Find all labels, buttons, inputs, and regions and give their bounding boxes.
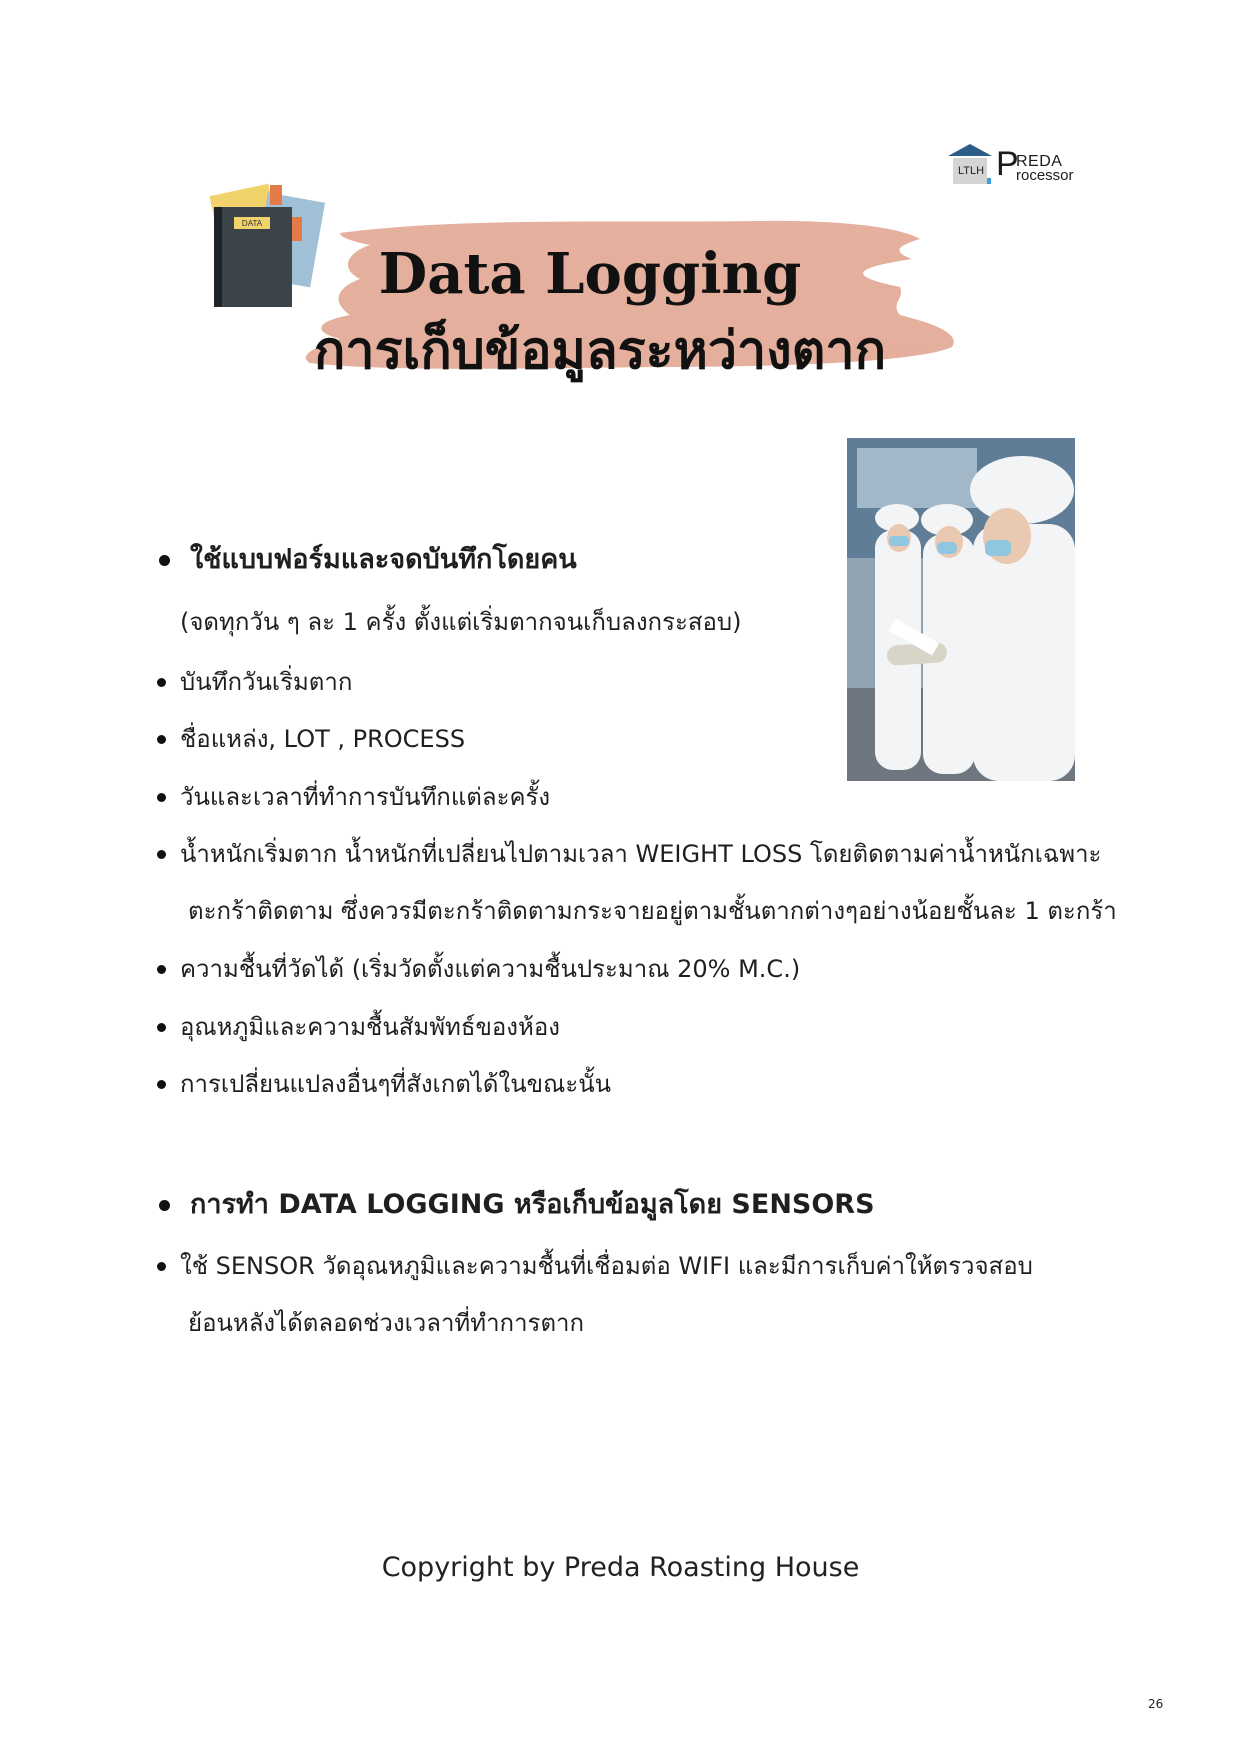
notebook-label: DATA (241, 219, 263, 228)
workers-recording-photo (847, 438, 1075, 781)
bullet-icon (159, 555, 170, 566)
list-item-continuation: ย้อนหลังได้ตลอดช่วงเวลาที่ทำการตาก (188, 1309, 585, 1337)
list-item: อุณหภูมิและความชื้นสัมพัทธ์ของห้อง (180, 1013, 560, 1041)
bullet-icon (157, 678, 166, 687)
list-item: ใช้ SENSOR วัดอุณหภูมิและความชื้นที่เชื่อมต่อ WIFI และมีการเก็บค่าให้ตรวจสอบ (180, 1252, 1033, 1280)
logo-tag: LTLH (957, 165, 985, 177)
page-subtitle: การเก็บข้อมูลระหว่างตาก (313, 320, 887, 381)
bullet-icon (157, 1080, 166, 1089)
bullet-icon (159, 1200, 170, 1211)
copyright-text: Copyright by Preda Roasting House (381, 1552, 860, 1583)
logo-letter-p: P (996, 145, 1019, 183)
bullet-icon (157, 735, 166, 744)
list-item: การเปลี่ยนแปลงอื่นๆที่สังเกตได้ในขณะนั้น (180, 1070, 612, 1098)
logo-rocessor: rocessor (1016, 167, 1074, 184)
section-heading-manual: ใช้แบบฟอร์มและจดบันทึกโดยคน (190, 544, 577, 575)
bullet-icon (157, 793, 166, 802)
bullet-icon (157, 1262, 166, 1271)
list-item: น้ำหนักเริ่มตาก น้ำหนักที่เปลี่ยนไปตามเวลา WEIGHT LOSS โดยติดตามค่าน้ำหนักเฉพาะ (180, 840, 1102, 868)
bullet-icon (157, 965, 166, 974)
section-heading-sensor: การทำ DATA LOGGING หรือเก็บข้อมูลโดย SENSORS (190, 1189, 875, 1220)
list-item: ชื่อแหล่ง, LOT , PROCESS (180, 725, 466, 753)
bullet-icon (157, 850, 166, 859)
notebooks-icon (210, 184, 326, 307)
manual-note: (จดทุกวัน ๆ ละ 1 ครั้ง ตั้งแต่เริ่มตากจนเก็บลงกระสอบ) (180, 608, 742, 636)
page-title: Data Logging (378, 241, 802, 307)
list-item: วันและเวลาที่ทำการบันทึกแต่ละครั้ง (180, 783, 551, 811)
bullet-icon (157, 1023, 166, 1032)
logo-reda: REDA (1016, 153, 1063, 170)
list-item: ความชื้นที่วัดได้ (เริ่มวัดตั้งแต่ความชื้นประมาณ 20% M.C.) (180, 955, 801, 983)
page-number: 26 (1148, 1697, 1164, 1711)
list-item: บันทึกวันเริ่มตาก (180, 668, 353, 696)
list-item-continuation: ตะกร้าติดตาม ซึ่งควรมีตะกร้าติดตามกระจายอยู่ตามชั้นตากต่างๆอย่างน้อยชั้นละ 1 ตะกร้า (188, 897, 1117, 925)
